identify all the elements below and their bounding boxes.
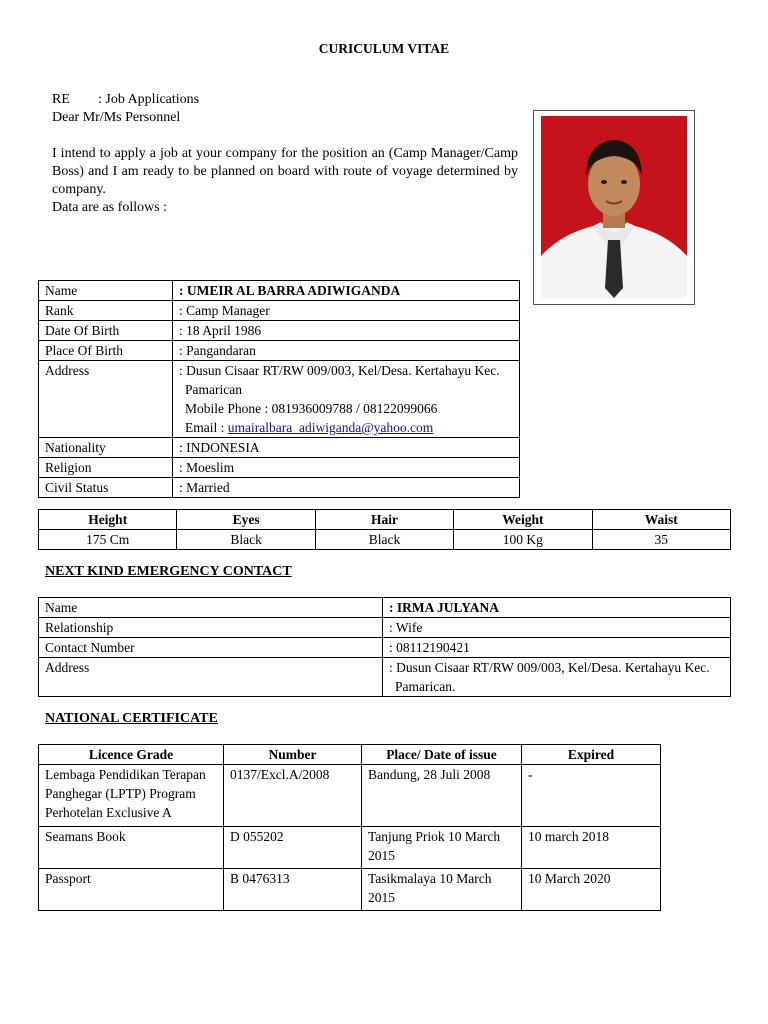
rank-value: : Camp Manager xyxy=(173,301,520,321)
religion-label: Religion xyxy=(39,458,173,478)
table-row xyxy=(39,765,661,827)
height-header: Height xyxy=(39,510,177,530)
dob-label: Date Of Birth xyxy=(39,321,173,341)
hair-value: Black xyxy=(315,530,453,550)
licence-grade-cell: Seamans Book xyxy=(39,827,224,869)
eyes-value: Black xyxy=(177,530,315,550)
emergency-address-label: Address xyxy=(39,658,383,697)
data-follows: Data are as follows : xyxy=(52,200,168,215)
place-date-cell: Tasikmalaya 10 March 2015 xyxy=(362,869,522,911)
emergency-heading: NEXT KIND EMERGENCY CONTACT xyxy=(45,564,292,579)
number-cell: 0137/Excl.A/2008 xyxy=(224,765,362,827)
emergency-address-line-2: Pamarican. xyxy=(395,679,456,694)
hair-header: Hair xyxy=(315,510,453,530)
licence-grade-cell: Lembaga Pendidikan Terapan Panghegar (LPTP) Program Perhotelan Exclusive A xyxy=(39,765,224,827)
table-row xyxy=(39,618,731,638)
expired-cell: 10 march 2018 xyxy=(522,827,661,869)
emergency-address-value xyxy=(383,658,731,697)
place-date-header: Place/ Date of issue xyxy=(362,745,522,765)
contact-number-label: Contact Number xyxy=(39,638,383,658)
physical-table xyxy=(38,509,731,550)
table-row xyxy=(39,530,731,550)
photo-frame xyxy=(533,110,695,305)
table-row xyxy=(39,638,731,658)
licence-grade-cell: Passport xyxy=(39,869,224,911)
religion-value: : Moeslim xyxy=(173,458,520,478)
re-label: RE xyxy=(52,92,70,107)
number-header: Number xyxy=(224,745,362,765)
licence-grade-header: Licence Grade xyxy=(39,745,224,765)
eyes-header: Eyes xyxy=(177,510,315,530)
name-value: : UMEIR AL BARRA ADIWIGANDA xyxy=(173,281,520,301)
expired-cell: 10 March 2020 xyxy=(522,869,661,911)
emergency-name-label: Name xyxy=(39,598,383,618)
email-label: Email : xyxy=(185,420,228,435)
contact-number-value: : 08112190421 xyxy=(383,638,731,658)
emergency-name-value: : IRMA JULYANA xyxy=(383,598,731,618)
place-date-cell: Bandung, 28 Juli 2008 xyxy=(362,765,522,827)
email-link[interactable]: umairalbara_adiwiganda@yahoo.com xyxy=(227,420,434,435)
personal-table xyxy=(38,280,520,498)
table-row xyxy=(39,301,520,321)
table-row xyxy=(39,869,661,911)
place-date-cell: Tanjung Priok 10 March 2015 xyxy=(362,827,522,869)
name-label: Name xyxy=(39,281,173,301)
waist-value: 35 xyxy=(592,530,730,550)
table-row xyxy=(39,361,520,438)
table-row xyxy=(39,598,731,618)
relationship-value: : Wife xyxy=(383,618,731,638)
weight-header: Weight xyxy=(454,510,592,530)
relationship-label: Relationship xyxy=(39,618,383,638)
table-header-row xyxy=(39,745,661,765)
expired-cell: - xyxy=(522,765,661,827)
table-row xyxy=(39,281,520,301)
table-row xyxy=(39,827,661,869)
table-header-row xyxy=(39,510,731,530)
rank-label: Rank xyxy=(39,301,173,321)
address-line-2: Pamarican xyxy=(185,382,242,397)
height-value: 175 Cm xyxy=(39,530,177,550)
re-value: : Job Applications xyxy=(98,92,200,107)
address-value xyxy=(173,361,520,438)
emergency-table xyxy=(38,597,731,697)
document-title: CURICULUM VITAE xyxy=(318,41,450,56)
address-line-1: : Dusun Cisaar RT/RW 009/003, Kel/Desa. Kertahayu Kec. xyxy=(179,363,500,378)
table-row xyxy=(39,458,520,478)
salutation: Dear Mr/Ms Personnel xyxy=(52,110,181,125)
number-cell: B 0476313 xyxy=(224,869,362,911)
email-line xyxy=(179,418,513,437)
nationality-label: Nationality xyxy=(39,438,173,458)
civil-status-value: : Married xyxy=(173,478,520,498)
address-label: Address xyxy=(39,361,173,438)
number-cell: D 055202 xyxy=(224,827,362,869)
emergency-address-line-1: : Dusun Cisaar RT/RW 009/003, Kel/Desa. Kertahayu Kec. xyxy=(389,660,710,675)
profile-photo xyxy=(541,116,687,298)
certificate-heading: NATIONAL CERTIFICATE xyxy=(45,711,218,726)
certificate-table xyxy=(38,744,661,911)
mobile-phone: Mobile Phone : 081936009788 / 08122099066 xyxy=(185,401,438,416)
intro-paragraph: I intend to apply a job at your company for the position an (Camp Manager/Camp Boss) and I am ready to be planned on board with route of voyage determined by company. xyxy=(52,146,518,197)
waist-header: Waist xyxy=(592,510,730,530)
table-row xyxy=(39,438,520,458)
nationality-value: : INDONESIA xyxy=(173,438,520,458)
dob-value: : 18 April 1986 xyxy=(173,321,520,341)
civil-status-label: Civil Status xyxy=(39,478,173,498)
table-row xyxy=(39,321,520,341)
pob-label: Place Of Birth xyxy=(39,341,173,361)
table-row xyxy=(39,658,731,697)
table-row xyxy=(39,478,520,498)
weight-value: 100 Kg xyxy=(454,530,592,550)
intro-block xyxy=(52,91,518,217)
expired-header: Expired xyxy=(522,745,661,765)
table-row xyxy=(39,341,520,361)
pob-value: : Pangandaran xyxy=(173,341,520,361)
